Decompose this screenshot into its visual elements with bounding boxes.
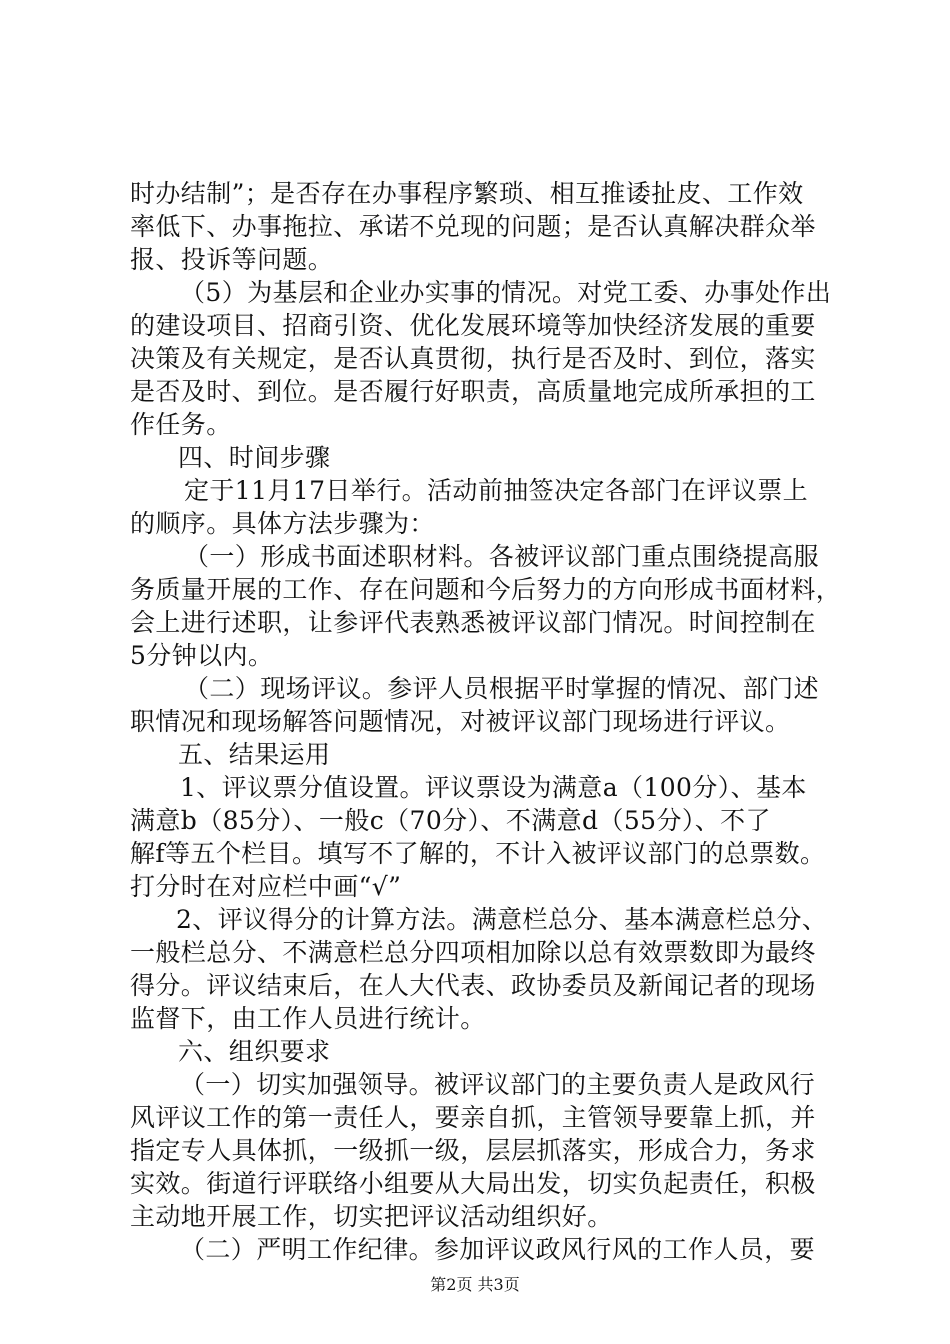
section-heading: 六、组织要求 — [178, 1037, 331, 1066]
page-number-footer: 第2页 共3页 — [430, 1275, 520, 1294]
body-text-line: 时办结制”；是否存在办事程序繁琐、相互推诿扯皮、工作效 — [130, 179, 804, 208]
body-text-line: （5）为基层和企业办实事的情况。对党工委、办事处作出 — [180, 278, 832, 307]
body-text-line: 作任务。 — [130, 410, 232, 439]
body-text-line: 会上进行述职，让参评代表熟悉被评议部门情况。时间控制在 — [130, 608, 816, 637]
body-text-line: （一）形成书面述职材料。各被评议部门重点围绕提高服 — [184, 542, 820, 571]
section-heading: 四、时间步骤 — [178, 443, 331, 472]
body-text-line: 的建设项目、招商引资、优化发展环境等加快经济发展的重要 — [130, 311, 816, 340]
body-text-line: 5分钟以内。 — [130, 641, 274, 670]
body-text-line: 的顺序。具体方法步骤为： — [130, 509, 435, 538]
body-text-line: 风评议工作的第一责任人，要亲自抓，主管领导要靠上抓，并 — [130, 1103, 816, 1132]
body-text-line: 主动地开展工作，切实把评议活动组织好。 — [130, 1202, 613, 1231]
body-text-line: 定于11月17日举行。活动前抽签决定各部门在评议票上 — [184, 476, 809, 505]
section-heading: 五、结果运用 — [178, 740, 331, 769]
body-text-line: 决策及有关规定，是否认真贯彻，执行是否及时、到位，落实 — [130, 344, 816, 373]
body-text-line: 解f等五个栏目。填写不了解的，不计入被评议部门的总票数。 — [130, 839, 826, 868]
body-text-line: （二）严明工作纪律。参加评议政风行风的工作人员，要 — [180, 1235, 816, 1264]
body-text-line: 务质量开展的工作、存在问题和今后努力的方向形成书面材料， — [130, 575, 842, 604]
body-text-line: 打分时在对应栏中画“√” — [130, 872, 402, 901]
body-text-line: 监督下，由工作人员进行统计。 — [130, 1004, 486, 1033]
body-text-line: （二）现场评议。参评人员根据平时掌握的情况、部门述 — [184, 674, 820, 703]
body-text-line: 得分。评议结束后，在人大代表、政协委员及新闻记者的现场 — [130, 971, 816, 1000]
body-text-line: 率低下、办事拖拉、承诺不兑现的问题；是否认真解决群众举 — [130, 212, 816, 241]
body-text-line: 是否及时、到位。是否履行好职责，高质量地完成所承担的工 — [130, 377, 816, 406]
body-text-line: 指定专人具体抓，一级抓一级，层层抓落实，形成合力，务求 — [130, 1136, 816, 1165]
body-text-line: 一般栏总分、不满意栏总分四项相加除以总有效票数即为最终 — [130, 938, 816, 967]
body-text-line: 报、投诉等问题。 — [130, 245, 334, 274]
body-text-line: 满意b（85分）、一般c（70分）、不满意d（55分）、不了 — [130, 806, 771, 835]
body-text-line: 1、评议票分值设置。评议票设为满意a（100分）、基本 — [180, 773, 807, 802]
body-text-line: （一）切实加强领导。被评议部门的主要负责人是政风行 — [180, 1070, 816, 1099]
body-text-line: 实效。街道行评联络小组要从大局出发，切实负起责任，积极 — [130, 1169, 816, 1198]
body-text-line: 职情况和现场解答问题情况，对被评议部门现场进行评议。 — [130, 707, 791, 736]
body-text-line: 2、评议得分的计算方法。满意栏总分、基本满意栏总分、 — [176, 905, 828, 934]
